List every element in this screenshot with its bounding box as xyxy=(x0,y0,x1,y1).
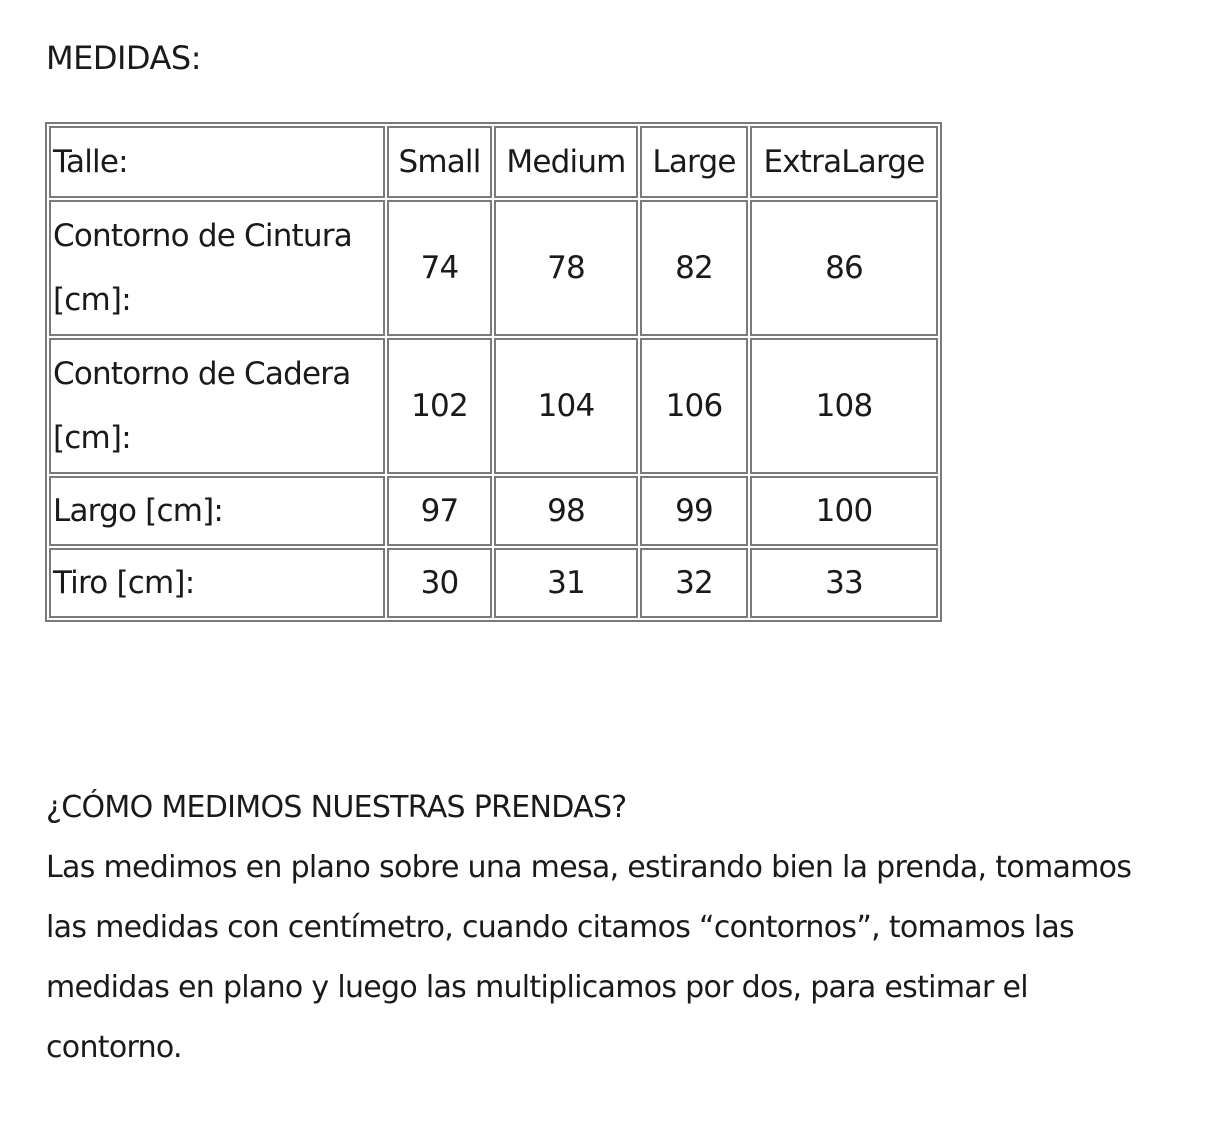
value-cell: 82 xyxy=(640,200,748,336)
table-row-largo xyxy=(49,476,938,546)
section-body: Las medimos en plano sobre una mesa, estirando bien la prenda, tomamos las medidas con centímetro, cuando citamos “contornos”, tomamos las medidas en plano y luego las multiplicamos por dos, para estimar el contorno. xyxy=(46,850,1132,1065)
size-large-header: Large xyxy=(640,126,748,198)
table-row-cintura xyxy=(49,200,938,336)
value-cell: 100 xyxy=(750,476,938,546)
size-chart-table xyxy=(45,122,942,622)
value-cell: 97 xyxy=(387,476,492,546)
table-header-row xyxy=(49,126,938,198)
value-cell: 104 xyxy=(494,338,638,474)
value-cell: 33 xyxy=(750,548,938,618)
value-cell: 108 xyxy=(750,338,938,474)
how-we-measure-section xyxy=(46,778,1166,1078)
size-medium-header: Medium xyxy=(494,126,638,198)
value-cell: 102 xyxy=(387,338,492,474)
value-cell: 86 xyxy=(750,200,938,336)
row-label-cell: Largo [cm]: xyxy=(49,476,385,546)
section-heading: ¿CÓMO MEDIMOS NUESTRAS PRENDAS? xyxy=(46,790,627,825)
value-cell: 32 xyxy=(640,548,748,618)
value-cell: 74 xyxy=(387,200,492,336)
size-small-header: Small xyxy=(387,126,492,198)
size-extralarge-header: ExtraLarge xyxy=(750,126,938,198)
value-cell: 78 xyxy=(494,200,638,336)
page-title: MEDIDAS: xyxy=(46,39,201,77)
value-cell: 31 xyxy=(494,548,638,618)
value-cell: 30 xyxy=(387,548,492,618)
value-cell: 98 xyxy=(494,476,638,546)
row-label-cell: Contorno de Cadera [cm]: xyxy=(49,338,385,474)
table-row-tiro xyxy=(49,548,938,618)
row-label-cell: Contorno de Cintura [cm]: xyxy=(49,200,385,336)
row-label-cell: Tiro [cm]: xyxy=(49,548,385,618)
value-cell: 106 xyxy=(640,338,748,474)
header-label-cell: Talle: xyxy=(49,126,385,198)
value-cell: 99 xyxy=(640,476,748,546)
table-row-cadera xyxy=(49,338,938,474)
